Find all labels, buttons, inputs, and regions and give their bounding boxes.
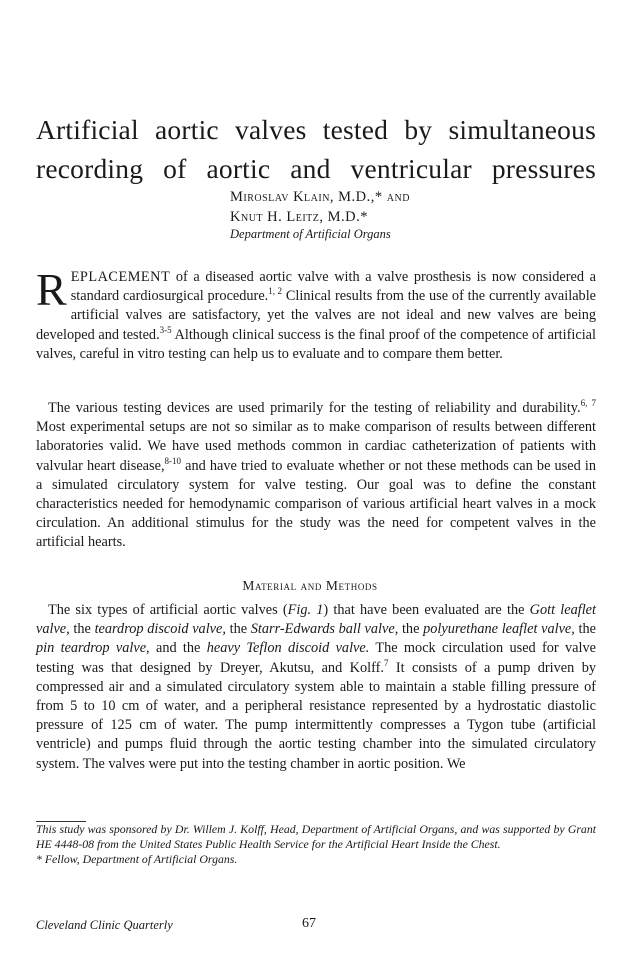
valve-name: Gott leaflet valve, [36,602,596,638]
second-text-c: and have tried to evaluate whether or not these methods can be used in a simulated circulatory system for valve testing. Our goal was to define the constant characteristics needed for hemodynamic comparison of various artificial heart valves in a mock circulation. An additional stimulus for the study was the need for competent valves in the artificial hearts. [36,457,596,551]
title-line-1: Artificial aortic valves tested by simultaneous [36,114,596,145]
intro-caps: EPLACEMENT [70,269,171,285]
methods-text: ) that have been evaluated are the [323,602,530,618]
valve-name: pin teardrop valve, [36,640,150,657]
valve-name: Starr-Edwards ball valve, [250,621,399,638]
valve-name: heavy Teflon discoid valve. [206,640,370,657]
methods-text: the [225,621,251,638]
footnotes [36,822,596,867]
department: Department of Artificial Organs [230,227,391,241]
intro-text-b: Clinical results from the use of the currently available artificial valves are satisfactory, yet the valves are not ideal and new valves are being developed and tested. [36,288,597,343]
methods-text: the [69,621,95,638]
methods-text: The six types of artificial aortic valves ( [48,602,288,618]
intro-text-c: Although clinical success is the final proof of the competence of artificial valves, careful in vitro testing can help us to evaluate and to compare them better. [36,326,596,362]
drop-cap: R [36,264,67,315]
title-line-2: recording of aortic and ventricular pressures [36,153,596,184]
journal-name: Cleveland Clinic Quarterly [36,918,173,932]
paragraph-intro [36,264,597,364]
methods-text: The mock circulation used for valve testing was that designed by Dreyer, Akutsu, and Kolff. [36,640,596,676]
ref-superscript: 7 [383,657,389,668]
methods-text: It consists of a pump driven by compressed air and a simulated circulatory system able to maintain a stable filling pressure of from 5 to 10 cm of water, and a peripheral resistance represented by a hydrostatic diastolic pressure of 125 cm of water. The pump intermittently compresses a Tygon tube (artificial ventricle) and pumps fluid through the aortic testing chamber into the simulated circulatory system. The valves were put into the testing chamber in aortic position. We [36,659,596,772]
author-2: Knut H. Leitz, M.D.* [230,209,368,225]
ref-superscript: 6, 7 [580,398,597,409]
valve-name: polyurethane leaflet valve, [423,621,575,638]
valve-name: teardrop discoid valve, [94,621,226,638]
paragraph-second [36,399,596,553]
second-text-a: The various testing devices are used primarily for the testing of reliability and durability. [48,400,581,416]
ref-superscript: 3-5 [159,324,172,335]
ref-superscript: 1, 2 [268,286,283,297]
author-footnote: * Fellow, Department of Artificial Organs. [36,852,238,866]
figure-reference: Fig. 1 [287,602,324,618]
page-number: 67 [302,916,316,931]
ref-superscript: 8-10 [164,455,182,466]
methods-text: the [398,621,424,638]
paragraph-methods [36,601,596,774]
article-title [36,110,596,188]
intro-text-a: of a diseased aortic valve with a valve prosthesis is now considered a standard cardiosurgical procedure. [70,269,596,305]
methods-text: and the [149,640,207,657]
second-text-b: Most experimental setups are not so similar as to make comparison of results between different laboratories valid. We have used methods common in cardiac catheterization of patients with valvular heart disease, [36,419,596,474]
section-heading: Material and Methods [242,578,378,593]
methods-text: the [574,621,596,638]
funding-footnote: This study was sponsored by Dr. Willem J. Kolff, Head, Department of Artificial Organs, and was supported by Grant HE 4448-08 from the United States Public Health Service for the Artificial Heart Inside the Chest. [36,822,596,851]
author-block [230,187,410,227]
author-1: Miroslav Klain, M.D.,* and [230,189,410,205]
